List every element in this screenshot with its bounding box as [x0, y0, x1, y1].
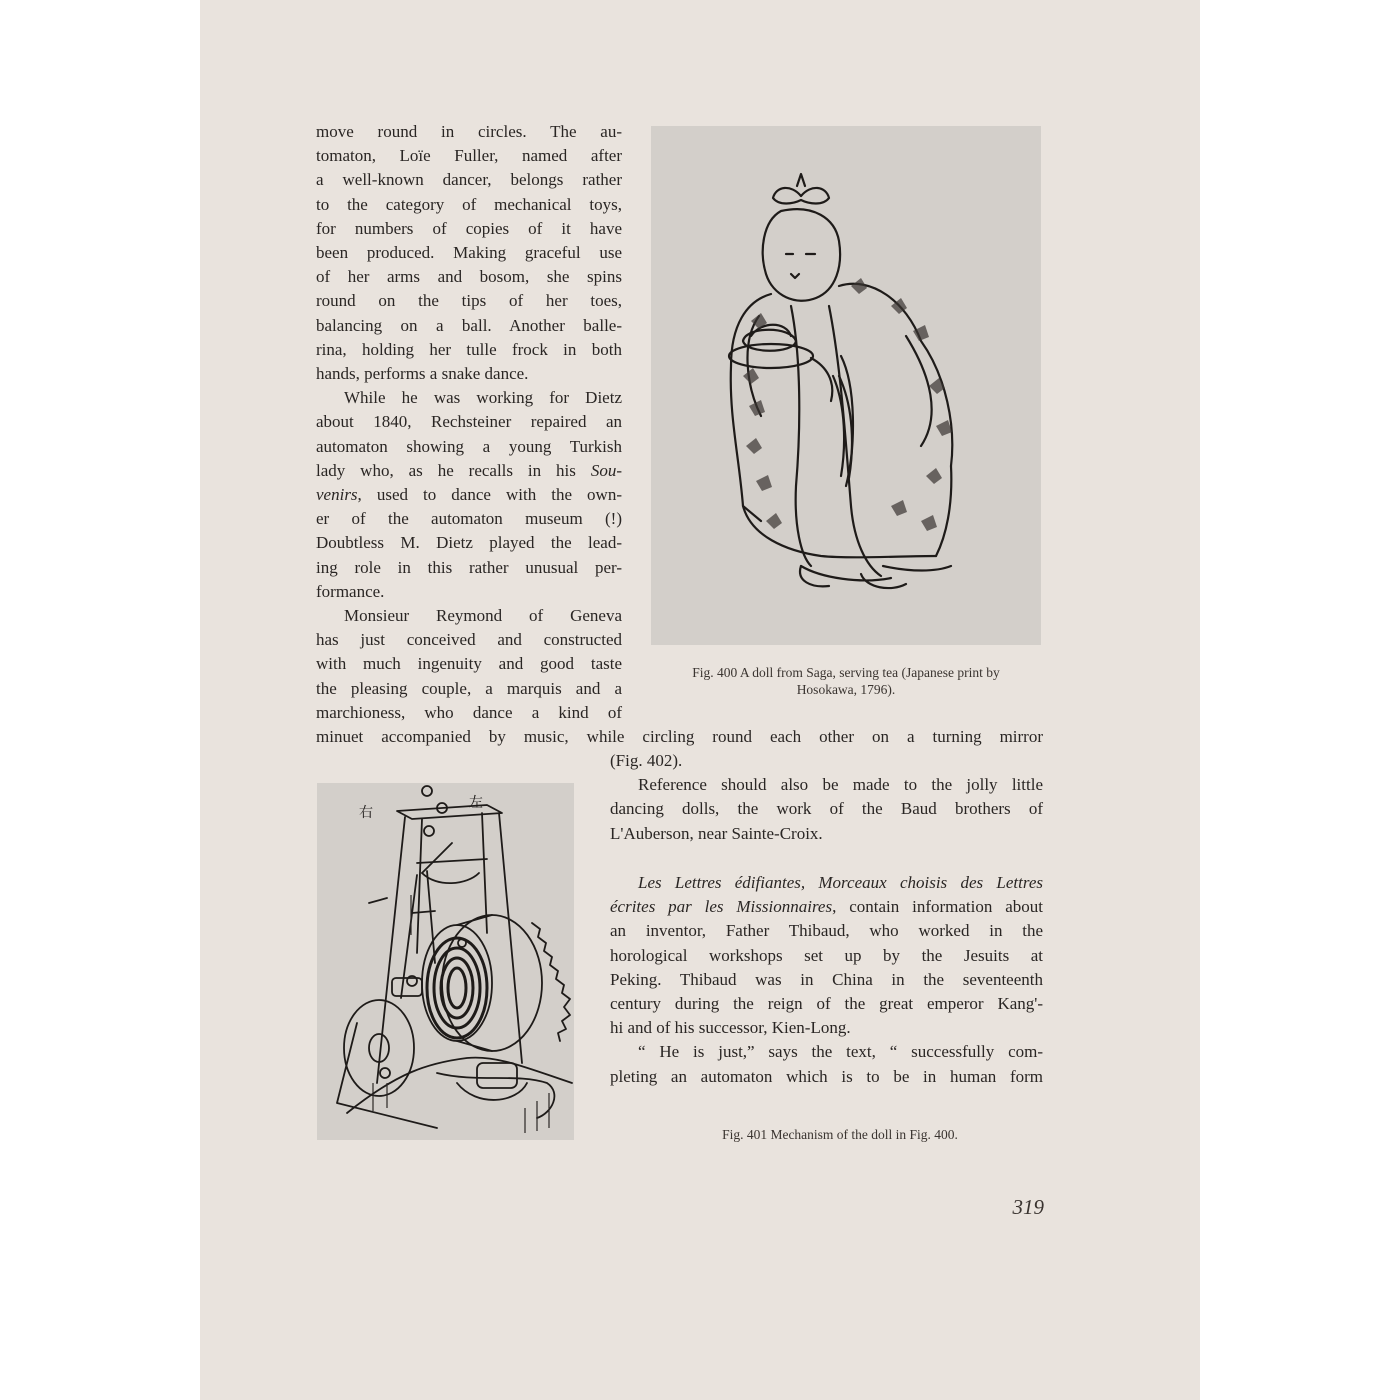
text-line: a well-known dancer, belongs rather [316, 170, 622, 190]
text-fragment: , contain information about [832, 897, 1043, 917]
text-line: hands, performs a snake dance. [316, 364, 529, 384]
text-line: minuet accompanied by music, while circling round each other on a turning mirror [316, 727, 1043, 746]
mechanism-drawing [317, 783, 574, 1140]
text-line: Reference should also be made to the jolly little [638, 775, 1043, 795]
right-column-text-2 [610, 871, 1043, 1089]
italic-title: écrites par les Missionnaires [610, 897, 833, 917]
figure-400-doll-illustration [651, 126, 1041, 645]
text-line [610, 895, 1043, 919]
figure-401-mechanism-illustration [317, 783, 574, 1140]
page-number: 319 [1012, 1195, 1044, 1219]
text-line: about 1840, Rechsteiner repaired an [316, 412, 622, 432]
italic-souvenirs: Sou- [590, 460, 622, 480]
text-fragment: lady who, as he recalls in his [316, 460, 576, 480]
text-line [316, 459, 622, 483]
text-line: (Fig. 402). [610, 751, 683, 770]
text-line: tomaton, Loïe Fuller, named after [316, 146, 622, 166]
text-line: been produced. Making graceful use [316, 243, 622, 263]
text-line: formance. [316, 581, 385, 601]
label-right-char: 右 [359, 805, 373, 821]
text-line [316, 483, 622, 507]
text-line: Peking. Thibaud was in China in the seventeenth [610, 969, 1043, 989]
figure-400-caption [636, 664, 1056, 698]
text-line: with much ingenuity and good taste [316, 654, 622, 674]
caption-line: Hosokawa, 1796). [796, 682, 896, 697]
left-column-text [316, 120, 622, 725]
text-line: hi and of his successor, Kien-Long. [610, 1018, 851, 1038]
text-line: for numbers of copies of it have [316, 218, 622, 238]
text-line: round on the tips of her toes, [316, 291, 622, 311]
text-line: automaton showing a young Turkish [316, 436, 622, 456]
text-line: of her arms and bosom, she spins [316, 267, 622, 287]
text-line: rina, holding her tulle frock in both [316, 339, 622, 359]
italic-title: Les Lettres édifiantes, Morceaux choisis des Lettres [638, 873, 1043, 892]
text-line: pleting an automaton which is to be in human form [610, 1066, 1043, 1086]
text-line: While he was working for Dietz [344, 388, 622, 408]
text-line: an inventor, Father Thibaud, who worked in the [610, 921, 1043, 941]
label-left-char: 左 [469, 795, 483, 811]
text-line: horological workshops set up by the Jesuits at [610, 945, 1043, 965]
text-line [610, 871, 1043, 895]
text-fragment: , used to dance with the own- [357, 485, 622, 505]
doll-drawing [651, 126, 1041, 645]
text-line: century during the reign of the great emperor Kang'- [610, 994, 1043, 1014]
italic-souvenirs: venirs [316, 485, 358, 505]
text-line: move round in circles. The au- [316, 122, 622, 141]
text-line: balancing on a ball. Another balle- [316, 315, 622, 335]
text-line: L'Auberson, near Sainte-Croix. [610, 823, 823, 843]
figure-401-caption: Fig. 401 Mechanism of the doll in Fig. 400. [722, 1127, 958, 1142]
caption-line: Fig. 400 A doll from Saga, serving tea (Japanese print by [692, 665, 1000, 680]
text-line: dancing dolls, the work of the Baud brothers of [610, 799, 1043, 819]
text-line: marchioness, who dance a kind of [316, 702, 622, 722]
text-line: er of the automaton museum (!) [316, 509, 622, 529]
full-width-text [316, 725, 1043, 749]
text-line: the pleasing couple, a marquis and a [316, 678, 622, 698]
text-line: Doubtless M. Dietz played the lead- [316, 533, 622, 553]
right-column-text [610, 749, 1043, 846]
text-line: Monsieur Reymond of Geneva [344, 606, 622, 626]
text-line: “ He is just,” says the text, “ successfully com- [638, 1042, 1043, 1062]
text-line: to the category of mechanical toys, [316, 194, 622, 214]
text-line: has just conceived and constructed [316, 630, 622, 650]
text-line: ing role in this rather unusual per- [316, 557, 622, 577]
